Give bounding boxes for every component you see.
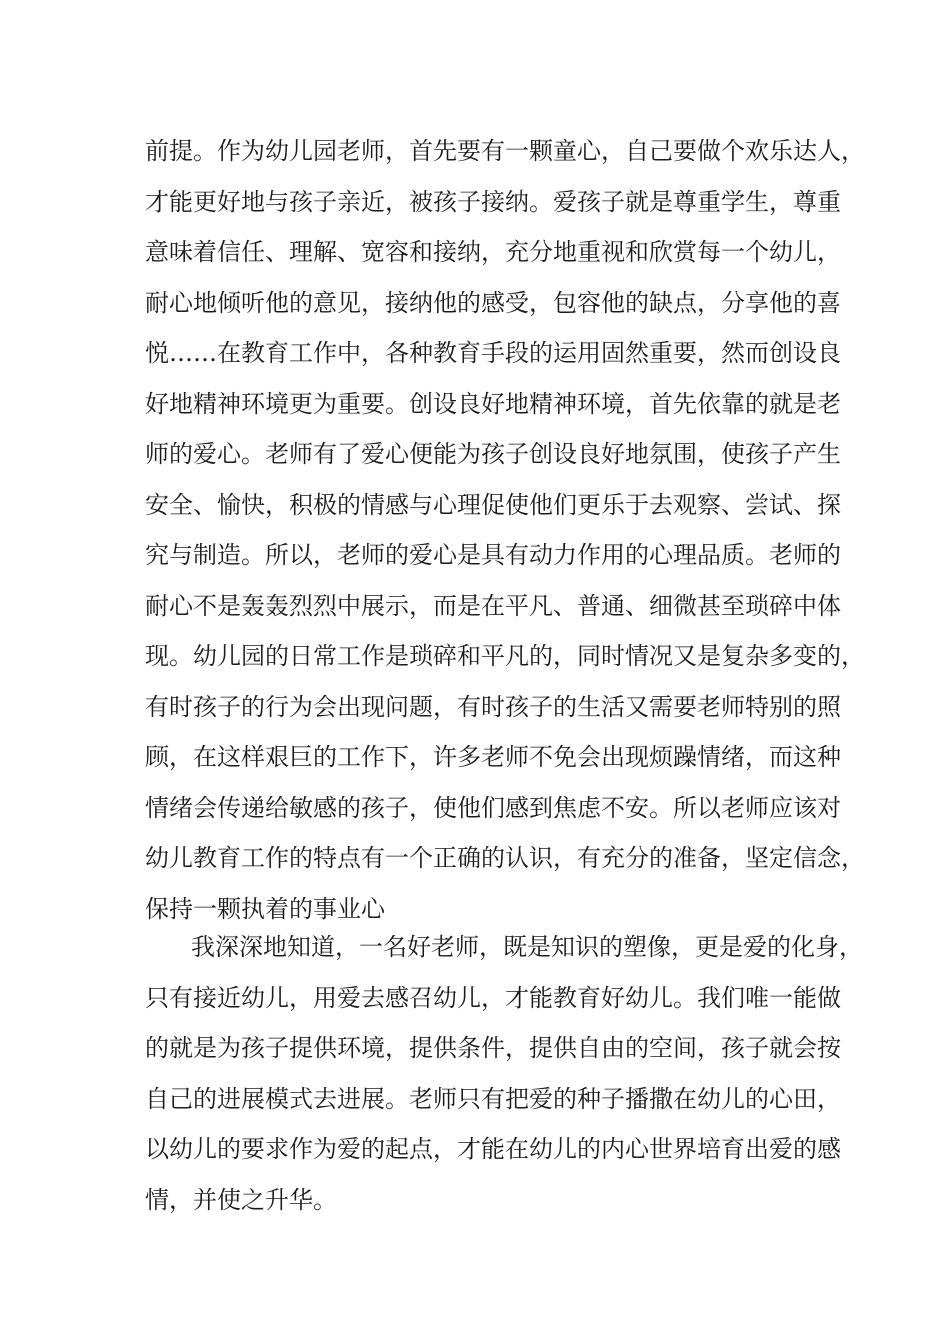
paragraph-line: 悦……在教育工作中，各种教育手段的运用固然重要，然而创设良 <box>145 339 841 367</box>
paragraph-1 <box>145 126 865 934</box>
paragraph-line: 究与制造。所以，老师的爱心是具有动力作用的心理品质。老师的 <box>145 541 841 569</box>
paragraph-2 <box>145 922 863 1225</box>
paragraph-line: 幼儿教育工作的特点有一个正确的认识，有充分的准备，坚定信念， <box>145 844 865 872</box>
paragraph-line: 意味着信任、理解、宽容和接纳，充分地重视和欣赏每一个幼儿， <box>145 238 841 266</box>
paragraph-line-last: 情，并使之升华。 <box>145 1185 337 1214</box>
paragraph-line: 才能更好地与孩子亲近，被孩子接纳。爱孩子就是尊重学生，尊重 <box>145 187 841 216</box>
paragraph-line: 自己的进展模式去进展。老师只有把爱的种子播撒在幼儿的心田， <box>145 1084 841 1113</box>
paragraph-line: 只有接近幼儿，用爱去感召幼儿，才能教育好幼儿。我们唯一能做 <box>145 983 841 1012</box>
paragraph-line: 好地精神环境更为重要。创设良好地精神环境，首先依靠的就是老 <box>145 389 841 418</box>
paragraph-line: 情绪会传递给敏感的孩子，使他们感到焦虑不安。所以老师应该对 <box>145 793 841 822</box>
paragraph-line: 顾，在这样艰巨的工作下，许多老师不免会出现烦躁情绪，而这种 <box>145 743 841 771</box>
paragraph-line: 耐心不是轰轰烈烈中展示，而是在平凡、普通、细微甚至琐碎中体 <box>145 591 841 620</box>
paragraph-line: 以幼儿的要求作为爱的起点，才能在幼儿的内心世界培育出爱的感 <box>145 1135 841 1163</box>
paragraph-line: 师的爱心。老师有了爱心便能为孩子创设良好地氛围，使孩子产生 <box>145 440 841 468</box>
paragraph-line: 前提。作为幼儿园老师，首先要有一颗童心，自己要做个欢乐达人， <box>145 137 865 165</box>
paragraph-line: 的就是为孩子提供环境，提供条件，提供自由的空间，孩子就会按 <box>145 1034 841 1062</box>
paragraph-line-last: 保持一颗执着的事业心 <box>145 894 385 923</box>
paragraph-line: 现。幼儿园的日常工作是琐碎和平凡的，同时情况又是复杂多变的， <box>145 642 865 670</box>
paragraph-line: 安全、愉快，积极的情感与心理促使他们更乐于去观察、尝试、探 <box>145 490 841 519</box>
paragraph-line: 有时孩子的行为会出现问题，有时孩子的生活又需要老师特别的照 <box>145 692 841 721</box>
paragraph-line: 耐心地倾听他的意见，接纳他的感受，包容他的缺点，分享他的喜 <box>145 288 841 317</box>
paragraph-line-first: 我深深地知道，一名好老师，既是知识的塑像，更是爱的化身， <box>191 933 863 961</box>
